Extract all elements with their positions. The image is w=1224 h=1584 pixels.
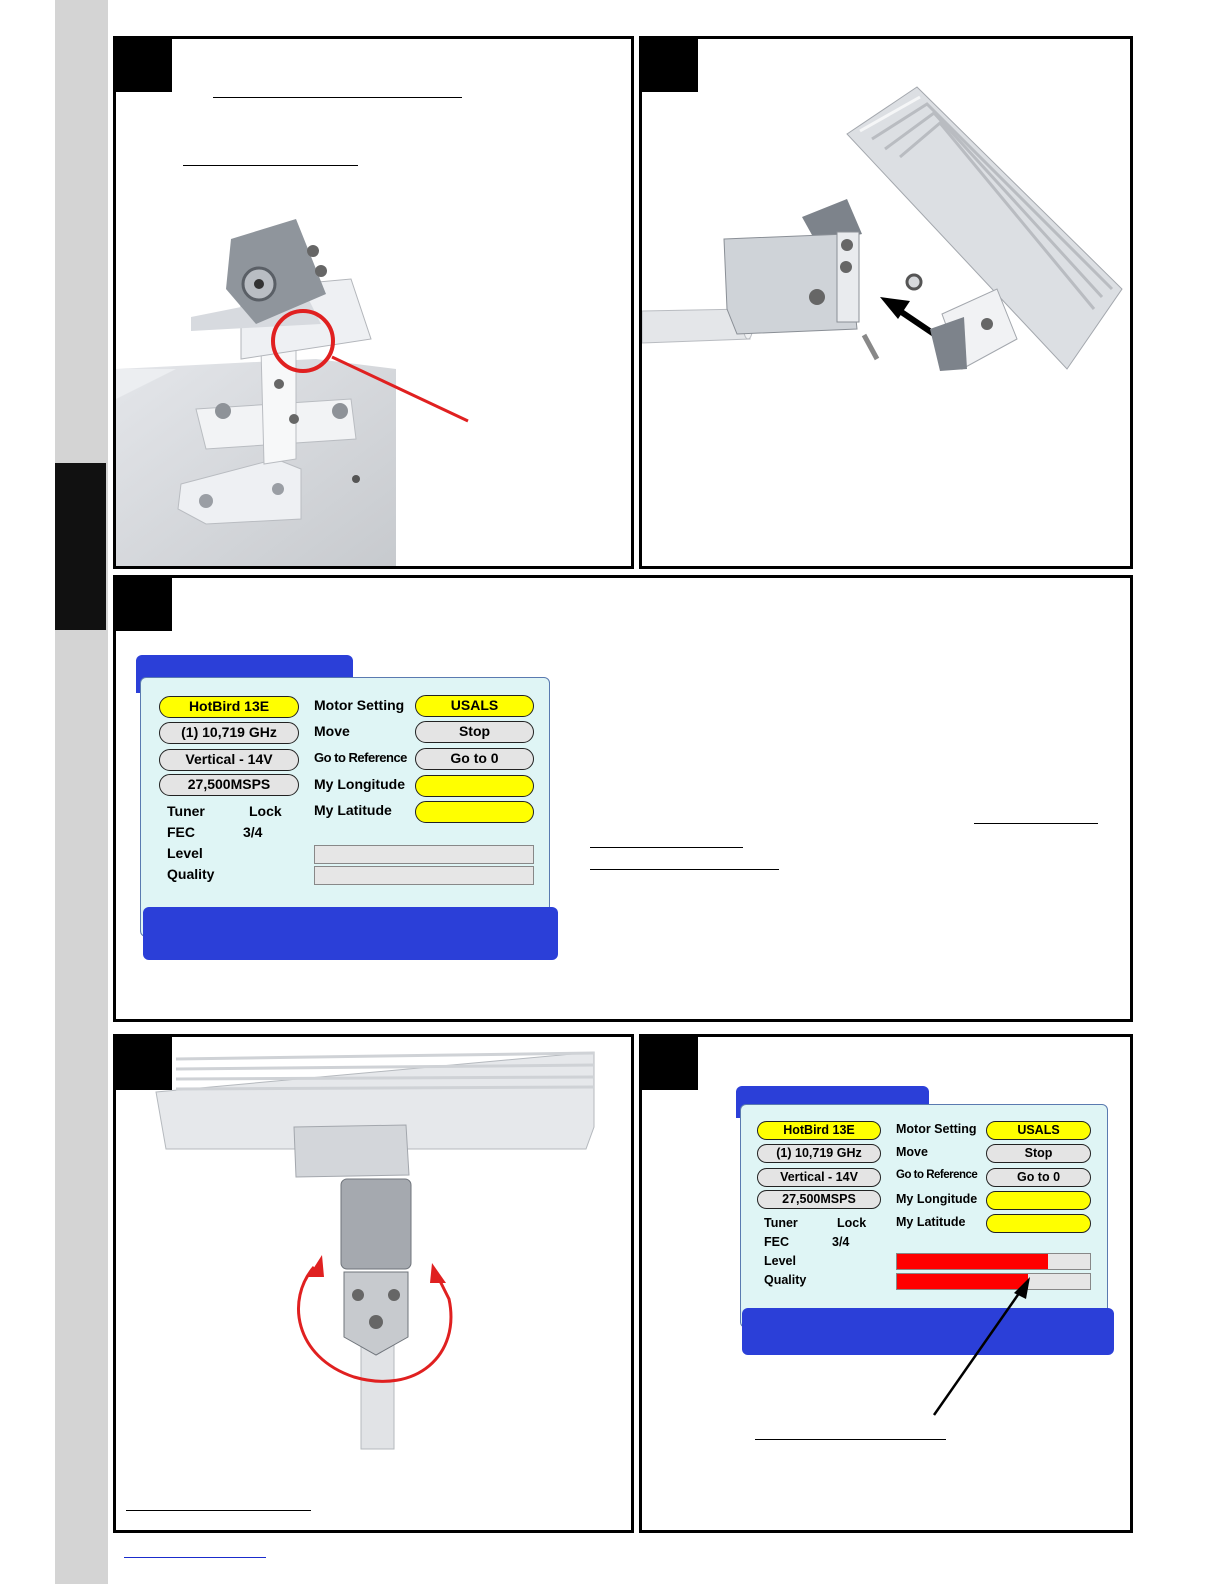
tuner-value: Lock [249, 803, 282, 819]
my-latitude-label: My Latitude [314, 802, 392, 818]
text-underline [126, 1510, 311, 1511]
my-longitude-label: My Longitude [896, 1192, 978, 1206]
polarity-field[interactable]: Vertical - 14V [757, 1168, 881, 1187]
move-field[interactable]: Stop [986, 1144, 1091, 1163]
text-underline [590, 847, 743, 848]
move-field[interactable]: Stop [415, 721, 534, 743]
step-number-box [642, 1037, 698, 1090]
step-number-box [116, 578, 172, 631]
receiver-osd-screen [136, 655, 558, 960]
motor-setting-label: Motor Setting [314, 697, 405, 713]
step-panel-5 [639, 1034, 1133, 1533]
my-longitude-field[interactable] [415, 775, 534, 797]
text-underline [974, 823, 1098, 824]
antenna-assembly-photo [642, 39, 1130, 566]
fec-label: FEC [167, 824, 195, 840]
level-label: Level [764, 1254, 796, 1268]
move-label: Move [896, 1145, 928, 1159]
motor-setting-label: Motor Setting [896, 1122, 977, 1136]
satellite-field[interactable]: HotBird 13E [159, 696, 299, 718]
motor-setting-field[interactable]: USALS [415, 695, 534, 717]
step-panel-4 [113, 1034, 634, 1533]
fec-label: FEC [764, 1235, 789, 1249]
quality-label: Quality [764, 1273, 807, 1287]
frequency-field[interactable]: (1) 10,719 GHz [757, 1144, 881, 1163]
quality-label: Quality [167, 866, 215, 882]
tuner-value: Lock [837, 1216, 867, 1230]
tuner-label: Tuner [764, 1216, 798, 1230]
step-panel-2 [639, 36, 1133, 569]
symbol-rate-field[interactable]: 27,500MSPS [757, 1190, 881, 1209]
goto-reference-label: Go to Reference [314, 750, 407, 765]
step-panel-3 [113, 575, 1133, 1022]
fec-value: 3/4 [243, 824, 263, 840]
satellite-field[interactable]: HotBird 13E [757, 1121, 881, 1140]
goto-reference-field[interactable]: Go to 0 [415, 748, 534, 770]
tuner-label: Tuner [167, 803, 205, 819]
step-number-box [642, 39, 698, 92]
antenna-rotation-photo [116, 1037, 631, 1530]
footer-link-underline [124, 1557, 266, 1558]
polarity-field[interactable]: Vertical - 14V [159, 749, 299, 771]
text-underline [590, 869, 779, 870]
pointer-arrow [642, 1037, 1130, 1530]
fec-value: 3/4 [832, 1235, 850, 1249]
goto-reference-label: Go to Reference [896, 1169, 978, 1181]
my-latitude-label: My Latitude [896, 1215, 966, 1229]
frequency-field[interactable]: (1) 10,719 GHz [159, 722, 299, 744]
step-number-box [116, 39, 172, 92]
level-bar [314, 845, 534, 864]
section-tab [55, 463, 106, 630]
level-label: Level [167, 845, 203, 861]
bracket-mount-photo [116, 39, 631, 566]
step-number-box [116, 1037, 172, 1090]
my-longitude-label: My Longitude [314, 776, 405, 792]
motor-setting-field[interactable]: USALS [986, 1121, 1091, 1140]
quality-bar [314, 866, 534, 885]
side-strip [55, 0, 108, 1584]
symbol-rate-field[interactable]: 27,500MSPS [159, 774, 299, 796]
goto-reference-field[interactable]: Go to 0 [986, 1168, 1091, 1187]
my-latitude-field[interactable] [415, 801, 534, 823]
osd-footer-bar [143, 907, 558, 960]
move-label: Move [314, 723, 350, 739]
step-panel-1 [113, 36, 634, 569]
text-underline [755, 1439, 946, 1440]
